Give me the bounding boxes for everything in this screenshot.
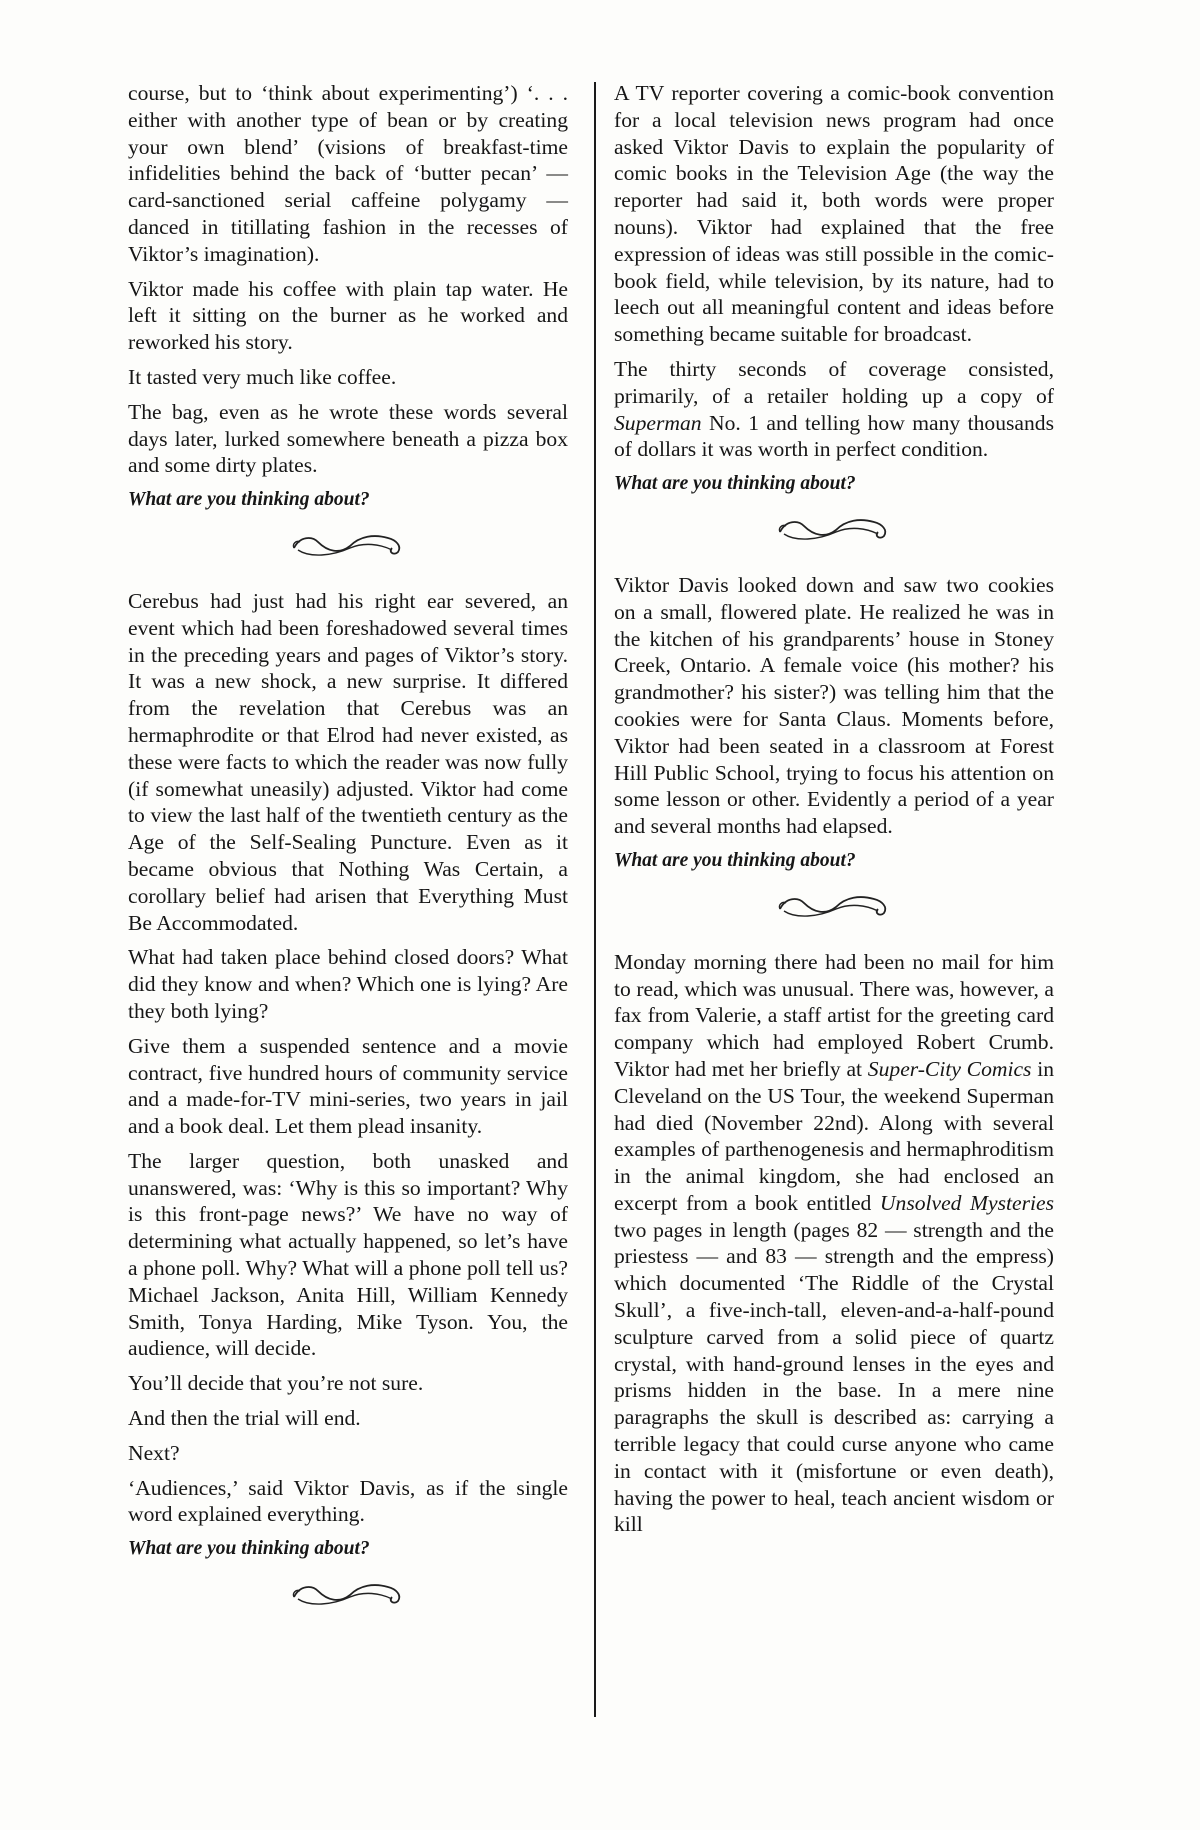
text-run: No. 1 and telling how many thousands of dollars it was worth in perfect condition.: [614, 410, 1054, 462]
refrain-question: What are you thinking about?: [128, 489, 370, 511]
paragraph: Next?: [128, 1440, 180, 1465]
ornament-divider: [128, 1577, 568, 1611]
paragraph: And then the trial will end.: [128, 1406, 361, 1431]
paragraph: ‘Audiences,’ said Viktor Davis, as if the single word explained everything.: [128, 1475, 568, 1527]
right-column: [614, 80, 1054, 1546]
text-run: Monday morning there had been no mail for him to read, which was unusual. There was, however, a fax from Valerie, a staff artist for the greeting card company which had employed Robert Crumb. Viktor had met her briefly at: [614, 949, 1054, 1081]
text-run: in Cleveland on the US Tour, the weekend Superman had died (November 22nd). Along with several examples of parthenogenesis and hermaphroditism in the animal kingdom, she had enclosed an excerpt from a book entitled: [614, 1056, 1054, 1215]
paragraph: [614, 356, 1054, 463]
ornament-divider: [614, 889, 1054, 923]
comic-title: Superman: [614, 410, 702, 435]
column-rule: [594, 82, 596, 1717]
paragraph: What had taken place behind closed doors? What did they know and when? Which one is lying? Are they both lying?: [128, 945, 568, 1023]
paragraph: course, but to ‘think about experimenting’) ‘. . . either with another type of bean or by creating your own blend’ (visions of breakfast-time infidelities behind the back of ‘butter pecan’ — card-sanctioned serial caffeine polygamy — danced in titillating fashion in the recesses of Viktor’s imagination).: [128, 81, 568, 266]
paragraph: The bag, even as he wrote these words several days later, lurked somewhere beneath a pizza box and some dirty plates.: [128, 399, 568, 478]
paragraph: Viktor made his coffee with plain tap water. He left it sitting on the burner as he worked and reworked his story.: [128, 276, 568, 355]
paragraph: Give them a suspended sentence and a movie contract, five hundred hours of community service and a made-for-TV mini-series, two years in jail and a book deal. Let them plead insanity.: [128, 1033, 568, 1139]
flourish-icon: [288, 528, 408, 560]
paragraph: You’ll decide that you’re not sure.: [128, 1371, 424, 1396]
text-run: The thirty seconds of coverage consisted, primarily, of a retailer holding up a copy of: [614, 356, 1054, 408]
book-title: Unsolved Mysteries: [879, 1190, 1055, 1215]
flourish-icon: [288, 1577, 408, 1609]
left-column: [128, 80, 568, 1637]
paragraph: The larger question, both unasked and unanswered, was: ‘Why is this so important? Why is this front-page news?’ We have no way of determining what actually happened, so let’s have a phone poll. Why? What will a phone poll tell us? Michael Jackson, Anita Hill, William Kennedy Smith, Tonya Harding, Mike Tyson. You, the audience, will decide.: [128, 1148, 568, 1361]
refrain-question: What are you thinking about?: [614, 849, 856, 871]
paragraph: Viktor Davis looked down and saw two cookies on a small, flowered plate. He realized he was in the kitchen of his grandparents’ house in Stoney Creek, Ontario. A female voice (his mother? his grandmother? his sister?) was telling him that the cookies were for Santa Claus. Moments before, Viktor had been seated in a classroom at Forest Hill Public School, trying to focus his attention on some lesson or other. Evidently a period of a year and several months had elapsed.: [614, 572, 1054, 839]
paragraph: [614, 949, 1054, 1539]
paragraph: Cerebus had just had his right ear severed, an event which had been foreshadowed several times in the preceding years and pages of Viktor’s story. It was a new shock, a new surprise. It differed from the revelation that Cerebus was an hermaphrodite or that Elrod had never existed, as these were facts to which the reader was now fully (if somewhat uneasily) adjusted. Viktor had come to view the last half of the twentieth century as the Age of the Self-Sealing Puncture. Even as it became obvious that Nothing Was Certain, a corollary belief had arisen that Everything Must Be Accommodated.: [128, 588, 568, 935]
flourish-icon: [774, 512, 894, 544]
paragraph: A TV reporter covering a comic-book convention for a local television news program had once asked Viktor Davis to explain the popularity of comic books in the Television Age (the way the reporter had said it, both words were proper nouns). Viktor had explained that the free expression of ideas was still possible in the comic-book field, while television, by its nature, had to leech out all meaningful content and ideas before something became suitable for broadcast.: [614, 81, 1054, 347]
store-name: Super-City Comics: [867, 1056, 1032, 1081]
ornament-divider: [614, 512, 1054, 546]
ornament-divider: [128, 528, 568, 562]
refrain-question: What are you thinking about?: [128, 1538, 370, 1560]
refrain-question: What are you thinking about?: [614, 473, 856, 495]
paragraph: It tasted very much like coffee.: [128, 364, 397, 389]
text-run: two pages in length (pages 82 — strength and the priestess — and 83 — strength and the empress) which documented ‘The Riddle of the Crystal Skull’, a five-inch-tall, eleven-and-a-half-pound sculpture carved from a solid piece of quartz crystal, with hand-ground lenses in the eyes and prisms hidden in the base. In a mere nine paragraphs the skull is described as: carrying a terrible legacy that could curse anyone who came in contact with it (misfortune or even death), having the power to heal, teach ancient wisdom or kill: [614, 1217, 1054, 1537]
flourish-icon: [774, 889, 894, 921]
